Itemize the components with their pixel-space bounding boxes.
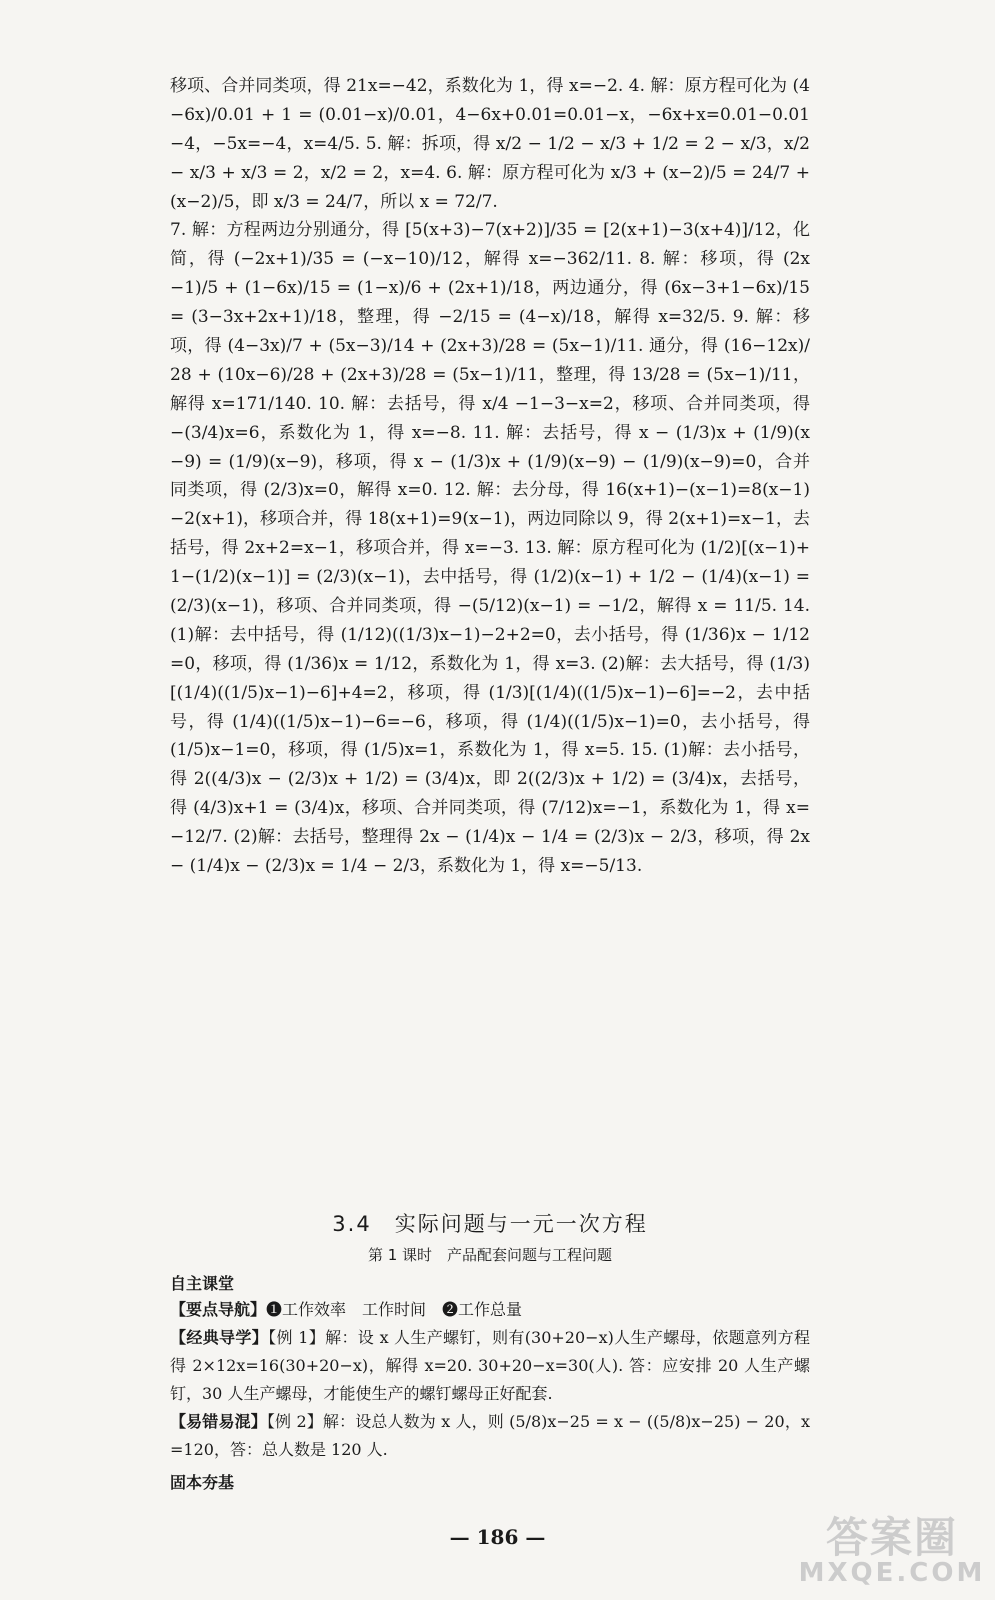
solutions-text [170, 72, 810, 881]
classic-guide-tag: 【经典导学】 [170, 1328, 269, 1347]
key-points-text: ❶工作效率 工作时间 ❷工作总量 [266, 1300, 523, 1319]
page-number: — 186 — [449, 1525, 546, 1549]
key-points-line [170, 1296, 810, 1324]
heading-self-class: 自主课堂 [170, 1274, 235, 1293]
key-points-tag: 【要点导航】 [170, 1300, 267, 1319]
heading-consolidate: 固本夯基 [170, 1473, 235, 1492]
mistake-line [170, 1408, 810, 1464]
lesson-subtitle: 第 1 课时 产品配套问题与工程问题 [367, 1246, 613, 1264]
classic-guide-line [170, 1324, 810, 1408]
classic-guide-text: 【例 1】解：设 x 人生产螺钉，则有(30+20−x)人生产螺母，依题意列方程得 2×12x=16(30+20−x)，解得 x=20. 30+20−x=30(人). 答：应安排 20 人生产螺钉，30 人生产螺母，才能使生产的螺钉螺母正好配套. [170, 1328, 810, 1403]
mistake-text: 【例 2】解：设总人数为 x 人，则 (5/8)x−25 = x − ((5/8)x−25) − 20，x=120，答：总人数是 120 人. [170, 1412, 810, 1459]
solutions-paragraph-2: 7. 解：方程两边分别通分，得 [5(x+3)−7(x+2)]/35 = [2(x+1)−3(x+4)]/12，化简，得 (−2x+1)/35 = (−x−10)/12，解得 x=−362/11. 8. 解：移项，得 (2x−1)/5 + (1−6x)/15 = (1−x)/6 + (2x+1)/18，两边通分，得 (6x−3+1−6x)/15 = (3−3x+2x+1)/18，整理，得 −2/15 = (4−x)/18，解得 x=32/5. 9. 解：移项，得 (4−3x)/7 + (5x−3)/14 + (2x+3)/28 = (5x−1)/11. 通分，得 (16−12x)/28 + (10x−6)/28 + (2x+3)/28 = (5x−1)/11，整理，得 13/28 = (5x−1)/11，解得 x=171/140. 10. 解：去括号，得 x/4 −1−3−x=2，移项、合并同类项，得 −(3/4)x=6，系数化为 1，得 x=−8. 11. 解：去括号，得 x − (1/3)x + (1/9)(x−9) = (1/9)(x−9)，移项，得 x − (1/3)x + (1/9)(x−9) − (1/9)(x−9)=0，合并同类项，得 (2/3)x=0，解得 x=0. 12. 解：去分母，得 16(x+1)−(x−1)=8(x−1)−2(x+1)，移项合并，得 18(x+1)=9(x−1)，两边同除以 9，得 2(x+1)=x−1，去括号，得 2x+2=x−1，移项合并，得 x=−3. 13. 解：原方程可化为 (1/2)[(x−1)+1−(1/2)(x−1)] = (2/3)(x−1)，去中括号，得 (1/2)(x−1) + 1/2 − (1/4)(x−1) = (2/3)(x−1)，移项、合并同类项，得 −(5/12)(x−1) = −1/2，解得 x = 11/5. 14. (1)解：去中括号，得 (1/12)((1/3)x−1)−2+2=0，去小括号，得 (1/36)x − 1/12 =0，移项，得 (1/36)x = 1/12，系数化为 1，得 x=3. (2)解：去大括号，得 (1/3)[(1/4)((1/5)x−1)−6]+4=2，移项，得 (1/3)[(1/4)((1/5)x−1)−6]=−2，去中括号，得 (1/4)((1/5)x−1)−6=−6，移项，得 (1/4)((1/5)x−1)=0，去小括号，得 (1/5)x−1=0，移项，得 (1/5)x=1，系数化为 1，得 x=5. 15. (1)解：去小括号，得 2((4/3)x − (2/3)x + 1/2) = (3/4)x，即 2((2/3)x + 1/2) = (3/4)x，去括号，得 (4/3)x+1 = (3/4)x，移项、合并同类项，得 (7/12)x=−1，系数化为 1，得 x=−12/7. (2)解：去括号，整理得 2x − (1/4)x − 1/4 = (2/3)x − 2/3，移项，得 2x − (1/4)x − (2/3)x = 1/4 − 2/3，系数化为 1，得 x=−5/13. [170, 220, 810, 877]
watermark-logo [797, 1512, 987, 1592]
watermark-cn: 答案圈 [825, 1512, 958, 1562]
mistake-tag: 【易错易混】 [170, 1412, 267, 1431]
watermark-en: MXQE.COM [798, 1557, 986, 1588]
section-title: 3.4 实际问题与一元一次方程 [332, 1212, 648, 1236]
solutions-paragraph-1: 移项、合并同类项，得 21x=−42，系数化为 1，得 x=−2. 4. 解：原方程可化为 (4−6x)/0.01 + 1 = (0.01−x)/0.01，4−6x+0.01=0.01−x，−6x+x=0.01−0.01−4，−5x=−4，x=4/5. 5. 解：拆项，得 x/2 − 1/2 − x/3 + 1/2 = 2 − x/3，x/2 − x/3 + x/3 = 2，x/2 = 2，x=4. 6. 解：原方程可化为 x/3 + (x−2)/5 = 24/7 + (x−2)/5，即 x/3 = 24/7，所以 x = 72/7. [170, 76, 810, 212]
section-3-4 [170, 1208, 810, 1495]
